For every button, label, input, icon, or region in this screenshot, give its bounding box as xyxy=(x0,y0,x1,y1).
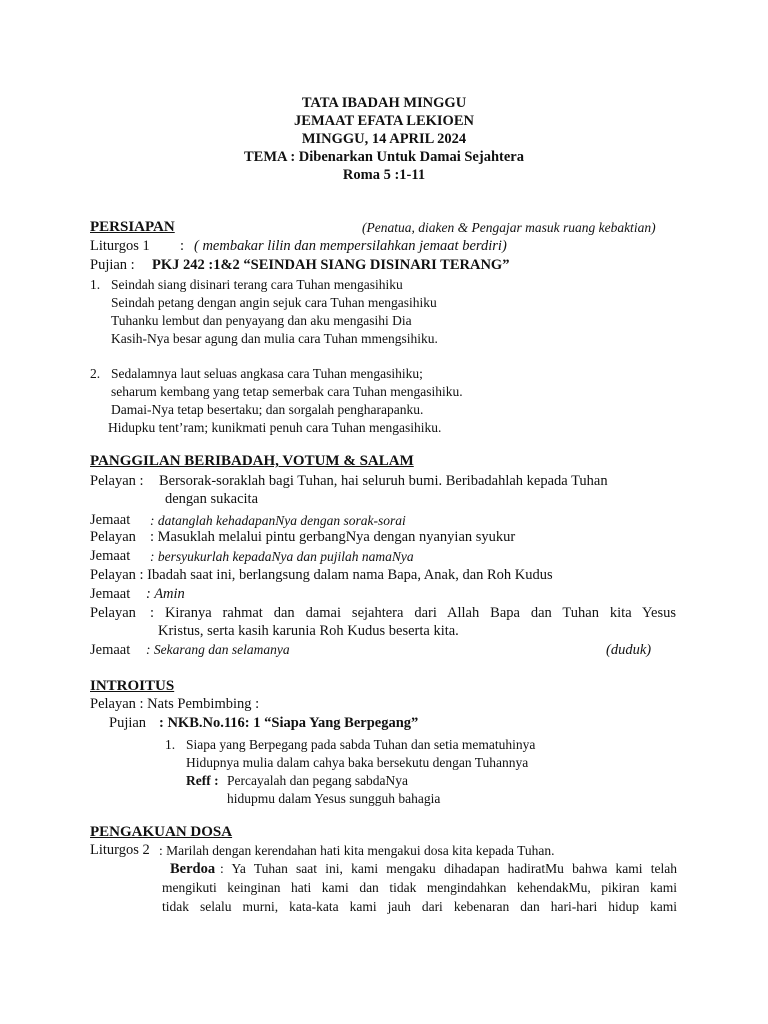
prayer-line: : Ya Tuhan saat ini, kami mengaku dihadapan hadiratMu bahwa kami telah xyxy=(220,861,677,876)
liturgos1-instruction: ( membakar lilin dan mempersilahkan jemaat berdiri) xyxy=(194,238,507,254)
jemaat-response: : Amin xyxy=(146,586,185,602)
verse1-line: Seindah siang disinari terang cara Tuhan mengasihiku xyxy=(111,277,403,292)
berdoa-label: Berdoa xyxy=(170,861,216,877)
verse2-line: Hidupku tent’ram; kunikmati penuh cara Tuhan mengasihiku. xyxy=(108,420,442,435)
service-theme: TEMA : Dibenarkan Untuk Damai Sejahtera xyxy=(244,149,524,165)
reff-line: hidupmu dalam Yesus sungguh bahagia xyxy=(227,791,441,806)
liturgos2-label: Liturgos 2 xyxy=(90,842,150,858)
section-title-introitus: INTROITUS xyxy=(90,678,175,694)
section-title-pengakuan: PENGAKUAN DOSA xyxy=(90,824,233,840)
jemaat-response: : Sekarang dan selamanya xyxy=(146,642,290,657)
pelayan-label: Pelayan xyxy=(90,605,136,621)
jemaat-response: : datanglah kehadapanNya dengan sorak-sorai xyxy=(150,513,406,528)
section-title-persiapan: PERSIAPAN xyxy=(90,219,175,235)
jemaat-label: Jemaat xyxy=(90,642,131,658)
pelayan-label: Pelayan xyxy=(90,529,136,545)
pelayan-line: Kristus, serta kasih karunia Roh Kudus beserta kita. xyxy=(158,623,459,639)
verse2-line: Sedalamnya laut seluas angkasa cara Tuhan mengasihiku; xyxy=(111,366,423,381)
prayer-line: mengikuti keinginan hati kami dan tidak mengindahkan kehendakMu, pikiran kami xyxy=(162,880,677,895)
verse1-line: Seindah petang dengan angin sejuk cara Tuhan mengasihiku xyxy=(111,295,437,310)
pelayan-line: : Kiranya rahmat dan damai sejahtera dari Allah Bapa dan Tuhan kita Yesus xyxy=(150,605,676,621)
pelayan-label: Pelayan : xyxy=(90,473,144,489)
verse-line: Hidupnya mulia dalam cahya baka bersekutu dengan Tuhannya xyxy=(186,755,529,770)
verse-line: Siapa yang Berpegang pada sabda Tuhan dan setia mematuhinya xyxy=(186,737,536,752)
verse1-line: Tuhanku lembut dan penyayang dan aku mengasihi Dia xyxy=(111,313,412,328)
section-title-panggilan: PANGGILAN BERIBADAH, VOTUM & SALAM xyxy=(90,453,414,469)
pelayan-line: Bersorak-soraklah bagi Tuhan, hai seluruh bumi. Beribadahlah kepada Tuhan xyxy=(159,473,608,489)
reff-label: Reff : xyxy=(186,773,219,788)
pelayan-line: Pelayan : Ibadah saat ini, berlangsung dalam nama Bapa, Anak, dan Roh Kudus xyxy=(90,567,553,583)
scripture-reference: Roma 5 :1-11 xyxy=(342,167,426,183)
verse-number: 1. xyxy=(165,737,176,752)
jemaat-response: : bersyukurlah kepadaNya dan pujilah namaNya xyxy=(150,549,414,564)
verse2-line: Damai-Nya tetap besertaku; dan sorgalah pengharapanku. xyxy=(111,402,424,417)
nats-pembimbing: Pelayan : Nats Pembimbing : xyxy=(90,696,260,712)
jemaat-label: Jemaat xyxy=(90,548,131,564)
prayer-line: tidak selalu murni, kata-kata kami jauh dari kebenaran dan hari-hari hidup kami xyxy=(162,899,677,914)
pelayan-line: dengan sukacita xyxy=(165,491,259,507)
jemaat-label: Jemaat xyxy=(90,586,131,602)
verse1-number: 1. xyxy=(90,277,101,292)
pujian-song-title: : NKB.No.116: 1 “Siapa Yang Berpegang” xyxy=(159,715,419,731)
persiapan-note: (Penatua, diaken & Pengajar masuk ruang kebaktian) xyxy=(362,220,656,235)
pujian-label: Pujian xyxy=(109,715,147,731)
verse1-line: Kasih-Nya besar agung dan mulia cara Tuhan mmengsihiku. xyxy=(111,331,438,346)
jemaat-label: Jemaat xyxy=(90,512,131,528)
congregation-name: JEMAAT EFATA LEKIOEN xyxy=(294,113,474,129)
pujian-song-title: PKJ 242 :1&2 “SEINDAH SIANG DISINARI TERANG” xyxy=(152,257,510,273)
pelayan-line: : Masuklah melalui pintu gerbangNya dengan nyanyian syukur xyxy=(150,529,516,545)
doc-title: TATA IBADAH MINGGU xyxy=(301,95,467,111)
liturgos1-colon: : xyxy=(180,238,185,254)
verse2-number: 2. xyxy=(90,366,101,381)
posture-note: (duduk) xyxy=(606,642,652,658)
liturgos1-label: Liturgos 1 xyxy=(90,238,150,254)
verse2-line: seharum kembang yang tetap semerbak cara Tuhan mengasihiku. xyxy=(111,384,463,399)
liturgos2-text: : Marilah dengan kerendahan hati kita mengakui dosa kita kepada Tuhan. xyxy=(159,843,555,858)
reff-line: Percayalah dan pegang sabdaNya xyxy=(227,773,409,788)
pujian-label: Pujian : xyxy=(90,257,135,273)
service-date: MINGGU, 14 APRIL 2024 xyxy=(301,131,467,147)
